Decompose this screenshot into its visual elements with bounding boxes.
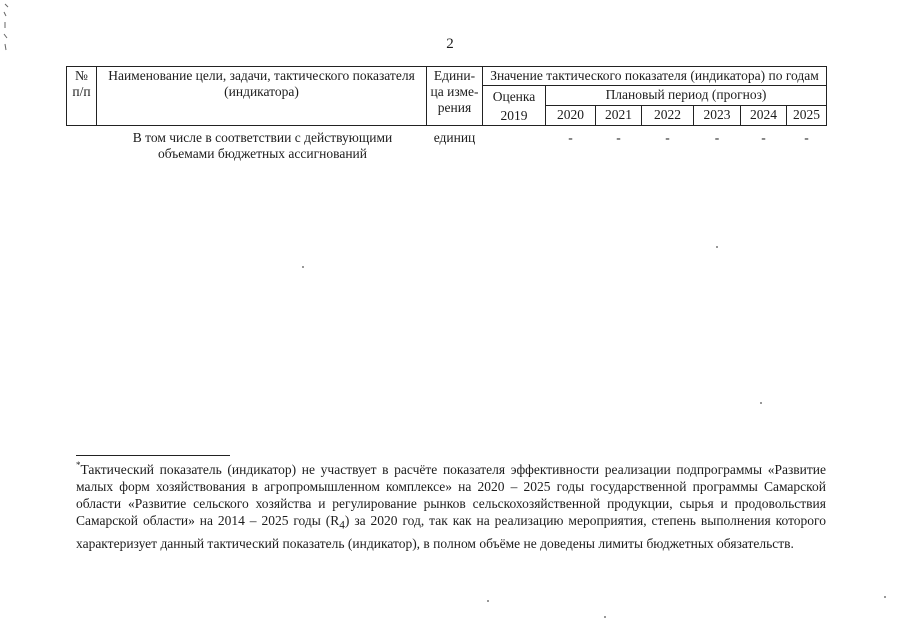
scan-speck [302,266,304,268]
row-unit: единиц [433,130,476,145]
row-value: - [568,130,573,145]
scan-artifact [2,0,20,60]
header-year: 2022 [642,106,694,126]
header-unit: Едини- ца изме- рения [427,67,483,126]
header-estimate-label: Оценка [492,89,536,104]
header-year: 2020 [546,106,596,126]
header-year: 2025 [787,106,827,126]
scan-speck [716,246,718,248]
row-value: - [804,130,809,145]
footnote [76,461,826,552]
header-year: 2024 [741,106,787,126]
indicators-table [66,66,827,162]
row-num [67,126,97,163]
row-value: - [665,130,670,145]
footnote-text-after: ) за 2020 год, так как на реализацию мероприятия, степень выполнения которого характеризует данный тактический показатель (индикатор), в полном объёме не доведены лимиты бюджетных обязательств. [76,513,827,551]
scan-speck [604,616,606,618]
header-estimate-year: 2019 [500,108,528,123]
row-value: - [761,130,766,145]
scan-speck [487,600,489,602]
scan-speck [884,596,886,598]
row-estimate [483,126,546,163]
header-value-group: Значение тактического показателя (индикатора) по годам [483,67,827,86]
footnote-divider [76,455,230,456]
table-row [67,126,827,163]
header-year: 2021 [596,106,642,126]
footnote-subscript: 4 [339,519,345,532]
header-year: 2023 [694,106,741,126]
footnote-marker: * [76,460,81,470]
header-name: Наименование цели, задачи, тактического показателя (индикатора) [97,67,427,126]
header-num: № п/п [67,67,97,126]
row-value: - [714,130,720,145]
header-estimate [483,86,546,126]
row-value: - [616,130,621,145]
page-number: 2 [446,36,454,52]
header-planned: Плановый период (прогноз) [546,86,827,106]
footnote-text: Тактический показатель (индикатор) не участвует в расчёте показателя эффективности реализации подпрограммы «Развитие малых форм хозяйствования в агропромышленном комплексе» на 2020 – 2025 годы государственной программы Самарской области «Развитие сельского хозяйства и регулирование рынков сельскохозяйственной продукции, сырья и продовольствия Самарской области» на 2014 – 2025 годы (R [76,462,826,528]
scan-speck [760,402,762,404]
row-name: В том числе в соответствии с действующими объемами бюджетных ассигнований [132,130,393,161]
